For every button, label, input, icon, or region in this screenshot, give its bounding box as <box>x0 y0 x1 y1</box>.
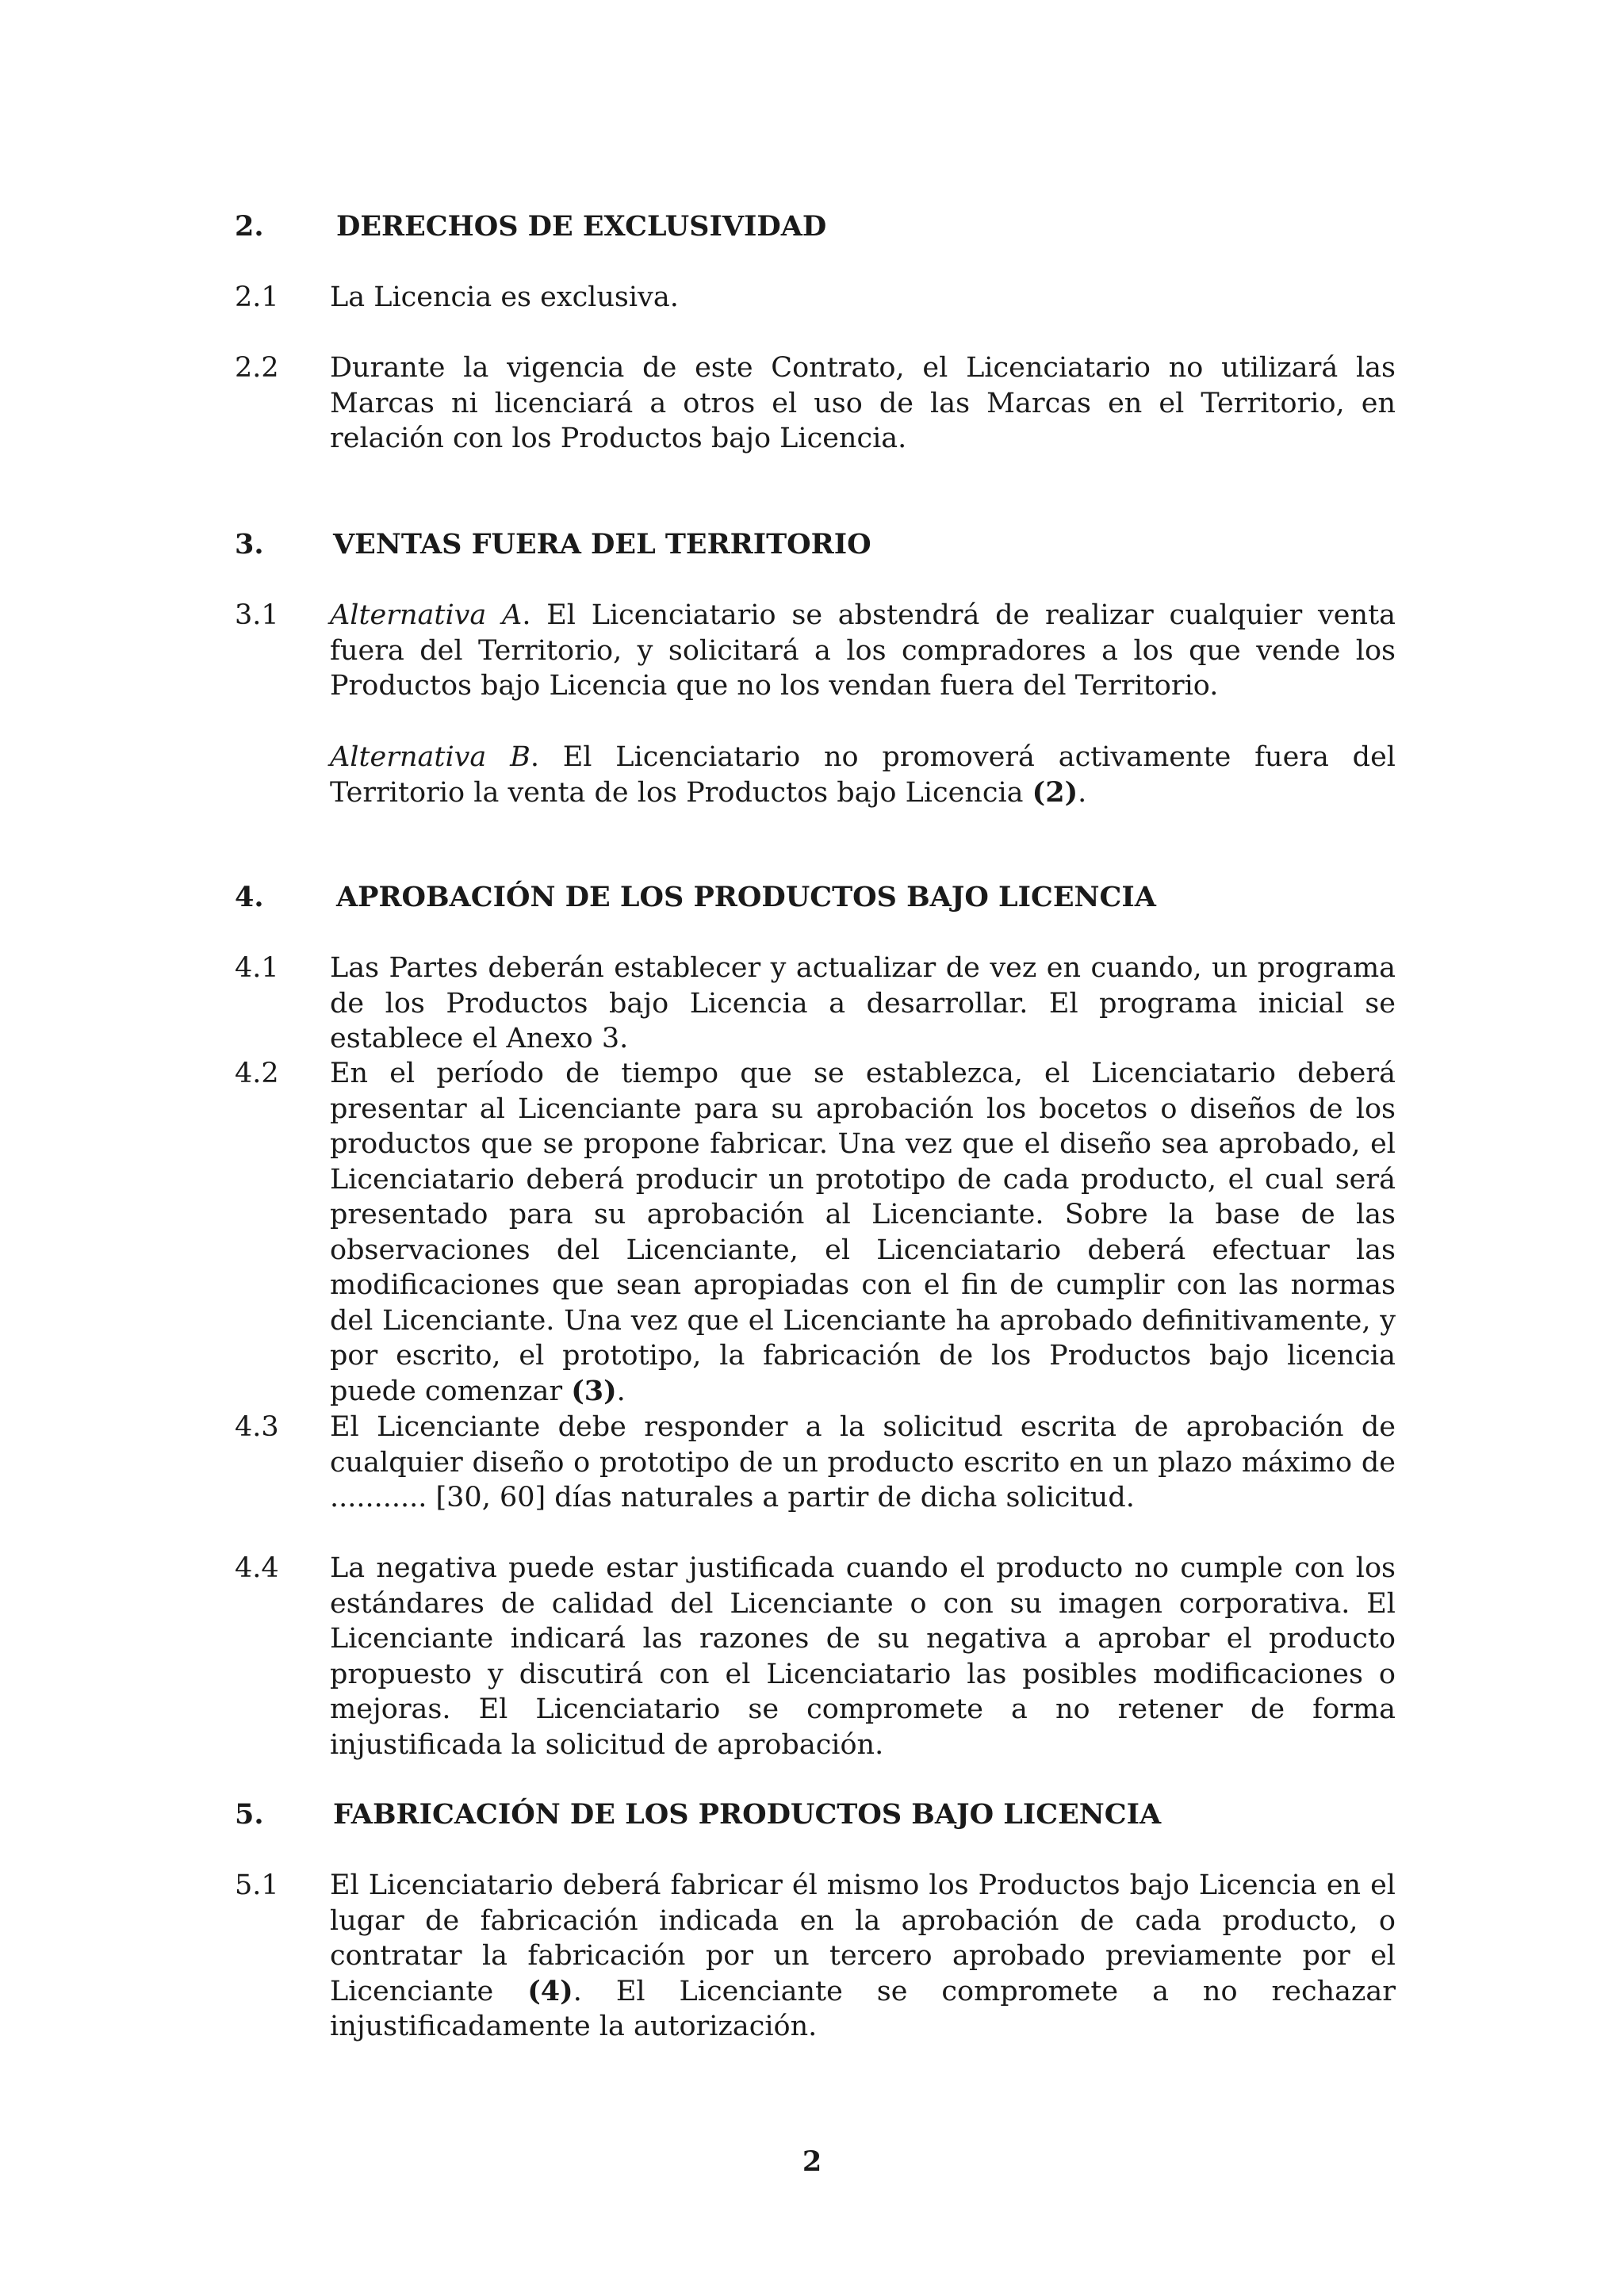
clause-body: El Licenciatario deberá fabricar él mismo los Productos bajo Licencia en el lugar de fabricación indicada en la aprobación de cada producto, o contratar la fabricación por un tercero aprobado previamente por el Licenciante <box>330 1869 1396 2007</box>
section-number: 5. <box>235 1798 264 1831</box>
alternative-a-text: . El Licenciatario se abstendrá de realizar cualquier venta fuera del Territorio, y solicitará a los compradores a los que vende los Productos bajo Licencia que no los vendan fuera del Territorio. <box>330 599 1396 702</box>
clause-4-4 <box>235 1551 1396 1762</box>
clause-text <box>330 1056 1396 1409</box>
clause-text: La Licencia es exclusiva. <box>330 281 679 313</box>
section-heading-3 <box>235 527 871 562</box>
clause-text <box>330 1868 1396 2045</box>
clause-text: Durante la vigencia de este Contrato, el Licenciatario no utilizará las Marcas ni licenciará a otros el uso de las Marcas en el Territorio, en relación con los Productos bajo Licencia. <box>330 352 1396 454</box>
section-number: 2. <box>235 210 264 243</box>
clause-4-3 <box>235 1410 1396 1516</box>
page-number: 2 <box>802 2145 822 2178</box>
alternative-b-label: Alternativa B <box>330 741 530 773</box>
clause-text: La negativa puede estar justificada cuando el producto no cumple con los estándares de calidad del Licenciante o con su imagen corporativa. El Licenciante indicará las razones de su negativa a aprobar el producto propuesto y discutirá con el Licenciatario las posibles modificaciones o mejoras. El Licenciatario se compromete a no retener de forma injustificada la solicitud de aprobación. <box>330 1552 1396 1761</box>
alternative-b-text: . El Licenciatario no promoverá activamente fuera del Territorio la venta de los Productos bajo Licencia <box>330 741 1396 809</box>
clause-2-1 <box>235 280 1396 316</box>
clause-5-1 <box>235 1868 1396 2045</box>
footnote-reference: (2) <box>1032 775 1078 809</box>
clause-text: El Licenciante debe responder a la solicitud escrita de aprobación de cualquier diseño o prototipo de un producto escrito en un plazo máximo de ........... [30, 60] días naturales a partir de dicha solicitud. <box>330 1411 1396 1513</box>
footnote-reference: (4) <box>527 1974 573 2007</box>
clause-number: 2.2 <box>235 352 279 384</box>
clause-number: 4.4 <box>235 1552 279 1584</box>
sentence-end: . <box>616 1375 626 1407</box>
clause-text-alternative-a <box>330 598 1396 704</box>
section-title: APROBACIÓN DE LOS PRODUCTOS BAJO LICENCIA <box>336 881 1156 913</box>
clause-4-2 <box>235 1056 1396 1409</box>
section-title: DERECHOS DE EXCLUSIVIDAD <box>336 210 827 243</box>
clause-number: 2.1 <box>235 281 279 313</box>
clause-body: En el período de tiempo que se establezca, el Licenciatario deberá presentar al Licenciante para su aprobación los bocetos o diseños de los productos que se propone fabricar. Una vez que el diseño sea aprobado, el Licenciatario deberá producir un prototipo de cada producto, el cual será presentado para su aprobación al Licenciante. Sobre la base de las observaciones del Licenciante, el Licenciatario deberá efectuar las modificaciones que sean apropiadas con el fin de cumplir con las normas del Licenciante. Una vez que el Licenciante ha aprobado definitivamente, y por escrito, el prototipo, la fabricación de los Productos bajo licencia puede comenzar <box>330 1058 1396 1407</box>
clause-number: 3.1 <box>235 599 279 631</box>
clause-number: 4.3 <box>235 1411 279 1443</box>
clause-body-end: . El Licenciante se compromete a no rechazar injustificadamente la autorización. <box>330 1975 1396 2042</box>
alternative-a-label: Alternativa A <box>330 599 523 631</box>
section-title: FABRICACIÓN DE LOS PRODUCTOS BAJO LICENCIA <box>333 1798 1162 1831</box>
footnote-reference: (3) <box>571 1374 617 1407</box>
section-heading-2 <box>235 209 826 244</box>
clause-number: 5.1 <box>235 1869 279 1901</box>
clause-2-2 <box>235 350 1396 457</box>
clause-3-1-alternative-b <box>235 740 1396 810</box>
clause-3-1 <box>235 598 1396 704</box>
clause-number: 4.1 <box>235 952 279 984</box>
clause-text: Las Partes deberán establecer y actualizar de vez en cuando, un programa de los Productos bajo Licencia a desarrollar. El programa inicial se establece el Anexo 3. <box>330 952 1396 1054</box>
clause-number: 4.2 <box>235 1058 279 1089</box>
clause-text-alternative-b <box>330 740 1396 810</box>
section-title: VENTAS FUERA DEL TERRITORIO <box>333 528 871 561</box>
sentence-end: . <box>1078 776 1087 809</box>
section-number: 4. <box>235 881 264 913</box>
clause-4-1 <box>235 951 1396 1057</box>
section-heading-4 <box>235 880 1156 915</box>
section-number: 3. <box>235 528 264 561</box>
section-heading-5 <box>235 1797 1161 1832</box>
